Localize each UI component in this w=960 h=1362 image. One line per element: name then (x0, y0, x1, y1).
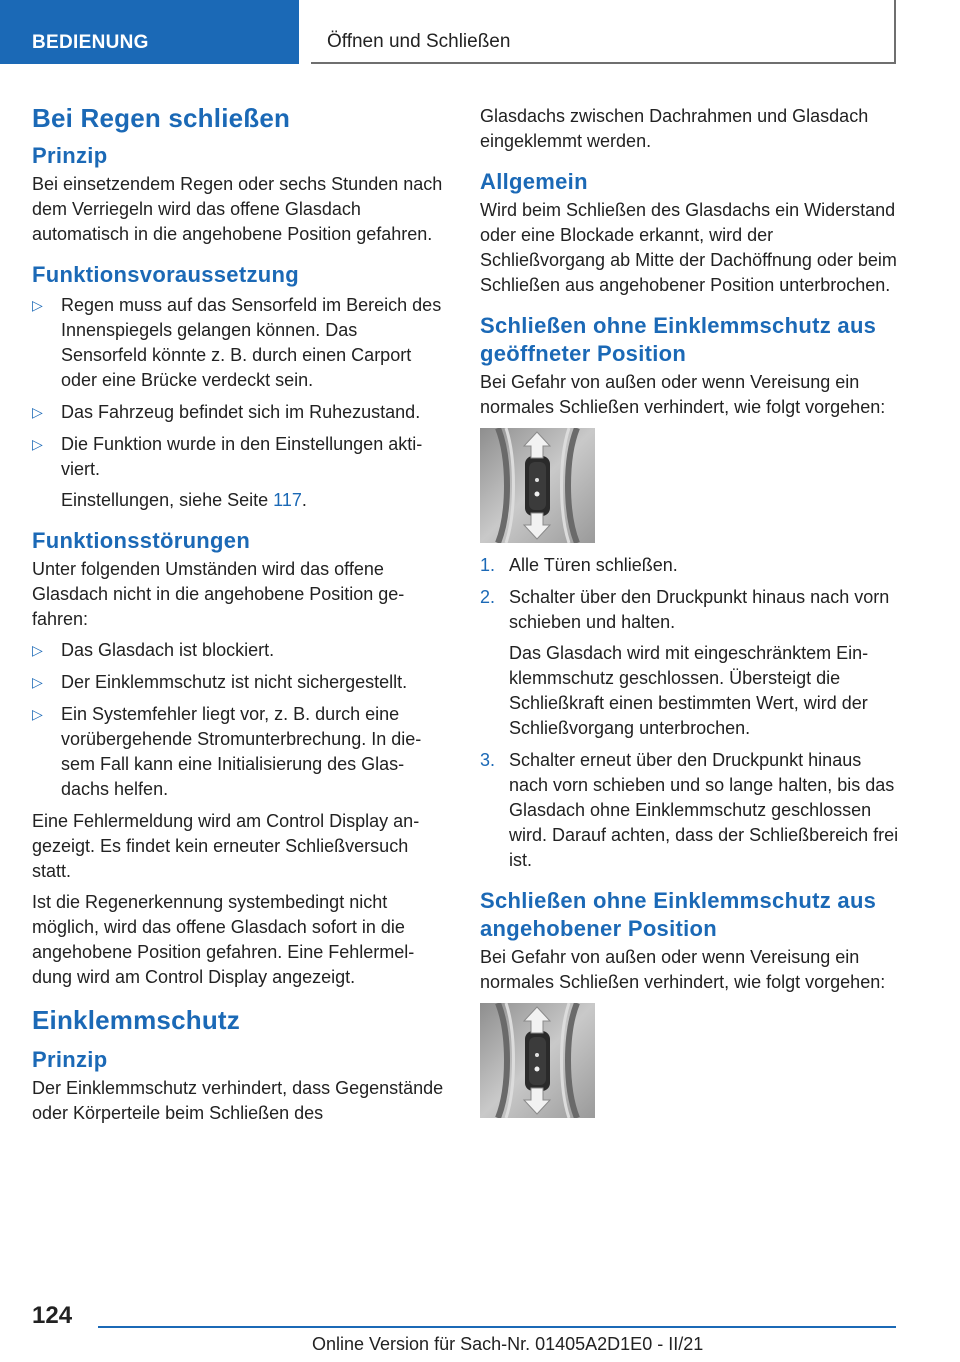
heading-rain-close: Bei Regen schließen (32, 103, 291, 133)
heading-pinch-protection: Einklemmschutz (32, 1005, 240, 1035)
list-item: ▷ Das Glasdach ist blockiert. (32, 638, 444, 663)
list-item: ▷ Das Fahrzeug befindet sich im Ruhezustand. (32, 400, 444, 425)
list-item: 2. Schalter über den Druckpunkt hinaus nach vorn schieben und halten. Das Glasdach wird mit eingeschränktem Einklemmschutz geschlossen. Übersteigt die Schließkraft einen bestimmten Wert, wird der Schließvorgang unterbrochen. (480, 585, 900, 741)
heading-principle: Prinzip (32, 143, 108, 168)
faults-list (32, 638, 444, 802)
faults-note: Ist die Regenerkennung systembedingt nicht möglich, wird das offene Glasdach sofort in die angehobene Position gefahren. Eine Fehlermeldung wird am Control Display angezeigt. (32, 892, 415, 987)
footer-divider (98, 1326, 896, 1328)
heading-close-raised-position: Schließen ohne Einklemmschutz aus angehobener Position (480, 888, 877, 941)
triangle-bullet-icon: ▷ (32, 642, 43, 658)
open-intro: Bei Gefahr von außen oder wenn Vereisung ein normales Schließen verhindert, wie folgt vorgehen: (480, 372, 886, 417)
triangle-bullet-icon: ▷ (32, 706, 43, 722)
principle-text: Bei einsetzendem Regen oder sechs Stunden nach dem Verriegeln wird das offene Glasdach automatisch in die angehobene Position gefahren. (32, 174, 443, 244)
right-column (480, 104, 900, 1128)
roof-switch-image (480, 428, 595, 543)
chapter-title: Öffnen und Schließen (327, 31, 511, 52)
list-item: ▷ Regen muss auf das Sensorfeld im Bereich des Innenspiegels gelangen können. Das Sensorfeld könnte z. B. durch einen Carport oder eine Brücke verdeckt sein. (32, 295, 442, 390)
step-number: 2. (480, 587, 496, 607)
triangle-bullet-icon: ▷ (32, 436, 43, 452)
page-number: 124 (32, 1302, 73, 1329)
triangle-bullet-icon: ▷ (32, 297, 43, 313)
list-item: ▷ Die Funktion wurde in den Einstellungen aktiviert. Einstellungen, siehe Seite 117. (32, 432, 444, 513)
heading-close-open-position: Schließen ohne Einklemmschutz aus geöffneter Position (480, 313, 877, 366)
pinch-text: Der Einklemmschutz verhindert, dass Gegenstände oder Körperteile beim Schließen des (32, 1078, 444, 1123)
section-label: BEDIENUNG (32, 32, 149, 53)
section-tab (0, 0, 299, 64)
roof-switch-image (480, 1003, 595, 1118)
online-version-note: Online Version für Sach-Nr. 01405A2D1E0 - II/21 (312, 1334, 704, 1354)
heading-pinch-principle: Prinzip (32, 1047, 108, 1072)
settings-reference: Einstellungen, siehe Seite 117. (61, 490, 307, 510)
faults-intro: Unter folgenden Umständen wird das offene Glasdach nicht in die angehobene Position gefahren: (32, 559, 405, 629)
step-number: 3. (480, 750, 496, 770)
left-column (32, 102, 444, 1126)
list-item: 3. Schalter erneut über den Druckpunkt hinaus nach vorn schieben und so lange halten, bis das Glasdach ohne Einklemmschutz geschlossen wird. Darauf achten, dass der Schließbereich frei ist. (480, 750, 899, 870)
faults-note: Eine Fehlermeldung wird am Control Display angezeigt. Es findet kein erneuter Schließversuch statt. (32, 811, 420, 881)
list-item: ▷ Ein Systemfehler liegt vor, z. B. durch eine vorübergehende Stromunterbrechung. In diesem Fall kann eine Initialisierung des Glasdachs helfen. (32, 704, 422, 799)
raised-intro: Bei Gefahr von außen oder wenn Vereisung ein normales Schließen verhindert, wie folgt vorgehen: (480, 947, 886, 992)
page-link[interactable]: 117 (273, 490, 302, 510)
heading-requirements: Funktionsvoraussetzung (32, 262, 299, 287)
list-item: ▷ Der Einklemmschutz ist nicht sichergestellt. (32, 670, 444, 695)
general-text: Wird beim Schließen des Glasdachs ein Widerstand oder eine Blockade erkannt, wird der Schließvorgang ab Mitte der Dachöffnung oder beim Schließen aus angehobener Position unterbrochen. (480, 200, 897, 295)
requirements-list (32, 293, 444, 513)
steps-list (480, 553, 900, 873)
triangle-bullet-icon: ▷ (32, 404, 43, 420)
list-item: 1. Alle Türen schließen. (480, 553, 900, 578)
chapter-header (311, 0, 896, 64)
heading-general: Allgemein (480, 169, 588, 194)
step-note: Das Glasdach wird mit eingeschränktem Einklemmschutz geschlossen. Übersteigt die Schließkraft einen bestimmten Wert, wird der Schließvorgang unterbrochen. (509, 643, 869, 738)
triangle-bullet-icon: ▷ (32, 674, 43, 690)
step-number: 1. (480, 555, 496, 575)
pinch-text-continued: Glasdachs zwischen Dachrahmen und Glasdach eingeklemmt werden. (480, 106, 869, 151)
heading-faults: Funktionsstörungen (32, 528, 251, 553)
